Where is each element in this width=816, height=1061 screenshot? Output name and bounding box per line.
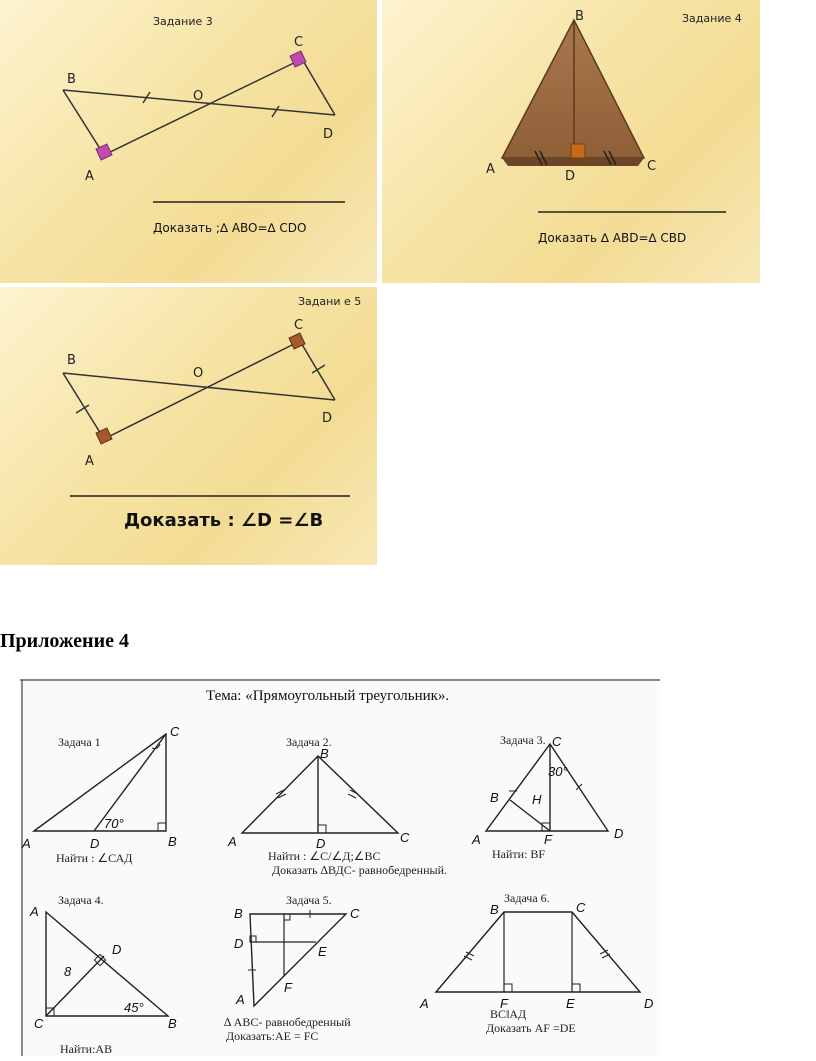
point-d-label: D [90,836,100,851]
task-3-figure [0,0,377,283]
point-d-label: D [112,942,122,957]
point-d-label: D [322,411,333,426]
task-6-figure [419,891,653,1035]
task-5-prove: Доказать:AE = FC [226,1029,319,1043]
point-c-label: C [400,830,410,845]
point-d-label: D [234,936,244,951]
task-4-statement: Доказать ∆ ABD=∆ CBD [538,231,687,245]
point-b-label: B [67,353,76,368]
task-2-figure [227,735,447,877]
worksheet-scan [20,678,660,1056]
task-1-figure [21,724,180,865]
slide-task-4 [382,0,760,283]
task-3-height-mark: H [532,792,542,807]
task-4-find: Найти:AB [60,1042,113,1056]
point-f-label: F [544,832,552,847]
task-3-title: Задание 3 [153,15,213,28]
task-3-find: Найти: BF [492,847,546,861]
point-c-label: C [170,724,180,739]
worksheet-figure [20,678,660,1056]
point-c-label: C [647,159,657,174]
point-b-label: B [575,9,584,24]
point-a-label: A [85,169,94,184]
task-1-find: Найти : ∠САД [56,851,133,865]
point-o-label: O [193,366,204,381]
point-a-label: A [22,836,31,851]
task-5-given: ∆ ABC- равнобедренный [224,1015,351,1029]
task-4-angle: 45° [124,1000,144,1015]
point-b-label: B [490,790,499,805]
task-2-prove: Доказать ∆ВДС- равнобедренный. [272,863,447,877]
point-b-label: B [490,902,499,917]
task-4-title: Задание 4 [682,12,742,25]
point-a-label: A [236,992,245,1007]
task-1-angle: 70° [104,816,124,831]
slide-task-5 [0,287,377,565]
task-6-title: Задача 6. [504,891,550,905]
task-5-title: Задача 5. [286,893,332,907]
task-2-title: Задача 2. [286,735,332,749]
task-3-figure [471,733,623,861]
point-e-label: E [566,996,575,1011]
task-3-title: Задача 3. [500,733,546,747]
task-4-title: Задача 4. [58,893,104,907]
point-b-label: B [234,906,243,921]
point-b-label: B [168,1016,177,1031]
task-5-statement: Доказать : ∠D =∠B [124,510,324,531]
appendix-heading: Приложение 4 [0,630,129,652]
task-6-given: BCǁАД [490,1007,527,1021]
point-c-label: C [34,1016,44,1031]
point-d-label: D [565,169,576,184]
point-d-label: D [316,836,326,851]
point-a-label: A [85,454,94,469]
point-a-label: A [486,162,495,177]
task-3-angle: 30° [548,764,568,779]
point-o-label: O [193,89,204,104]
point-a-label: A [30,904,39,919]
point-f-label: F [284,980,292,995]
task-4-figure [29,893,177,1056]
task-5-figure [0,287,377,565]
task-4-figure [382,0,760,283]
point-d-label: D [323,127,334,142]
point-a-label: A [472,832,481,847]
task-2-find: Найти : ∠С/∠Д;∠ВС [268,849,381,863]
task-1-title: Задача 1 [58,735,101,749]
point-d-label: D [644,996,654,1011]
task-5-figure [224,893,360,1043]
point-c-label: C [576,900,586,915]
task-4-side: 8 [64,964,72,979]
point-a-label: A [420,996,429,1011]
worksheet-topic: Тема: «Прямоугольный треугольник». [206,688,450,704]
task-5-title: Задани е 5 [298,295,362,308]
point-f-label: F [500,996,508,1011]
task-6-prove: Доказать AF =DE [486,1021,576,1035]
point-e-label: E [318,944,327,959]
point-d-label: D [614,826,624,841]
point-c-label: C [294,318,304,333]
slide-task-3 [0,0,377,283]
point-b-label: B [320,746,329,761]
point-c-label: C [294,35,304,50]
point-b-label: B [168,834,177,849]
point-a-label: A [228,834,237,849]
point-c-label: C [552,734,562,749]
point-c-label: C [350,906,360,921]
task-3-statement: Доказать ;∆ ABO=∆ CDO [153,221,307,235]
point-b-label: B [67,72,76,87]
